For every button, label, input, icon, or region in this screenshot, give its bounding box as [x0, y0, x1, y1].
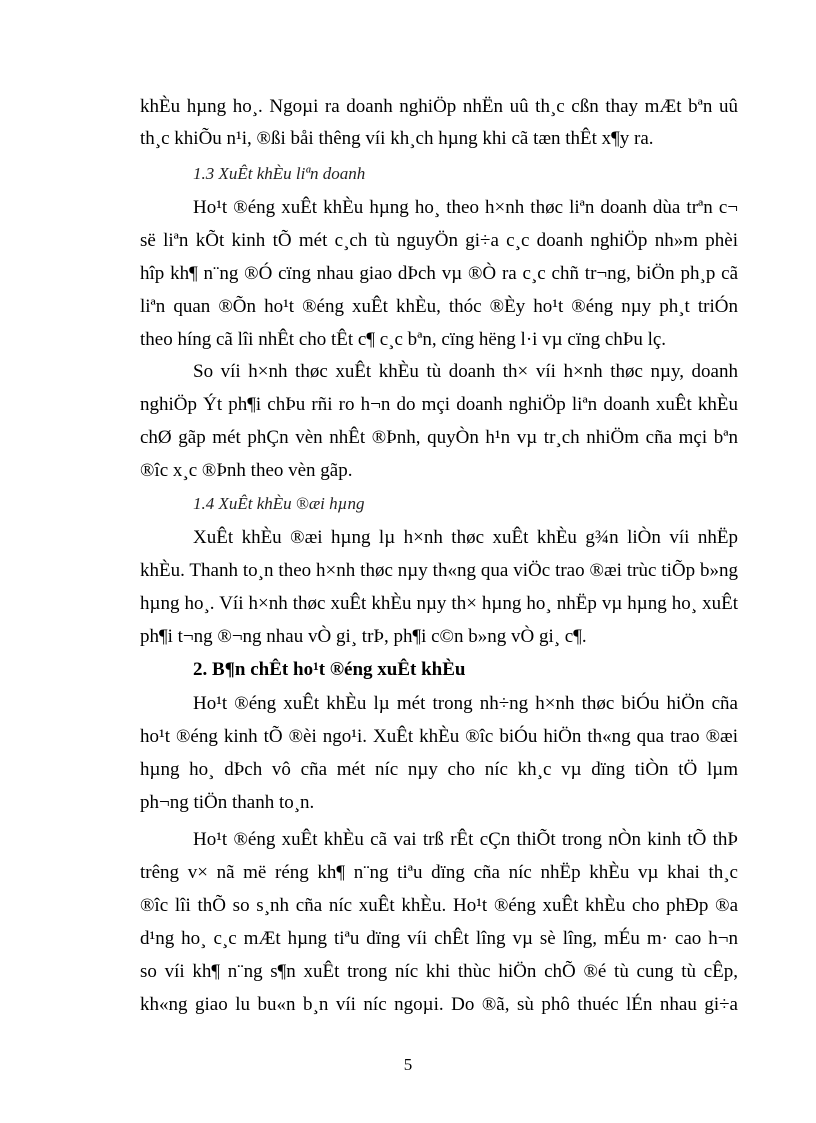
text-line: ®îc lîi thÕ so s¸nh cña níc xuÊt khÈu. Ho¹t ®éng xuÊt khÈu cho phÐp ®a [140, 895, 738, 916]
section-heading-1-3: 1.3 XuÊt khÈu liªn doanh [193, 164, 366, 183]
text-line: ®îc x¸c ®Þnh theo vèn gãp. [140, 460, 353, 481]
text-line: khÈu hµng ho¸. Ngoµi ra doanh nghiÖp nhËn uû th¸c cßn thay mÆt bªn uû [140, 96, 738, 117]
text-line: So víi h×nh thøc xuÊt khÈu tù doanh th× víi h×nh thøc nµy, doanh [193, 361, 738, 382]
text-line: d¹ng ho¸ c¸c mÆt hµng tiªu dïng víi chÊt lîng vµ sè lîng, mÉu m· cao h¬n [140, 928, 738, 949]
text-line: chØ gãp mét phÇn vèn nhÊt ®Þnh, quyÒn h¹n vµ tr¸ch nhiÖm cña mçi bªn [140, 427, 738, 448]
text-line: kh«ng giao lu bu«n b¸n víi níc ngoµi. Do ®ã, sù phô thuéc lÉn nhau gi÷a [140, 994, 738, 1015]
text-line: so víi kh¶ n¨ng s¶n xuÊt trong níc khi thùc hiÖn chÕ ®é tù cung tù cÊp, [140, 961, 738, 982]
text-line: nghiÖp Ýt ph¶i chÞu rñi ro h¬n do mçi doanh nghiÖp liªn doanh xuÊt khÈu [140, 394, 738, 415]
text-line: Ho¹t ®éng xuÊt khÈu hµng ho¸ theo h×nh thøc liªn doanh dùa trªn c¬ [193, 197, 738, 218]
page-number: 5 [403, 1055, 413, 1074]
text-line: ph¬ng tiÖn thanh to¸n. [140, 792, 315, 813]
text-line: theo híng cã lîi nhÊt cho tÊt c¶ c¸c bªn, cïng hëng l·i vµ cïng chÞu lç. [140, 329, 667, 350]
text-line: Ho¹t ®éng xuÊt khÈu lµ mét trong nh÷ng h×nh thøc biÓu hiÖn cña [193, 693, 738, 714]
text-line: hµng ho¸. Víi h×nh thøc xuÊt khÈu nµy th× hµng ho¸ nhËp vµ hµng ho¸ xuÊt [140, 593, 738, 614]
text-line: hµng ho¸ dÞch vô cña mét níc nµy cho níc kh¸c vµ dïng tiÒn tÖ lµm [140, 759, 738, 780]
section-heading-2: 2. B¶n chÊt ho¹t ®éng xuÊt khÈu [193, 659, 466, 680]
text-line: khÈu. Thanh to¸n theo h×nh thøc nµy th«ng qua viÖc trao ®æi trùc tiÕp b»ng [140, 560, 738, 581]
section-heading-1-4: 1.4 XuÊt khÈu ®æi hµng [193, 494, 365, 513]
text-line: ho¹t ®éng kinh tÕ ®èi ngo¹i. XuÊt khÈu ®îc biÓu hiÖn th«ng qua trao ®æi [140, 726, 738, 747]
text-line: ph¶i t¬ng ®¬ng nhau vÒ gi¸ trÞ, ph¶i c©n b»ng vÒ gi¸ c¶. [140, 626, 587, 647]
text-line: Ho¹t ®éng xuÊt khÈu cã vai trß rÊt cÇn thiÕt trong nÒn kinh tÕ thÞ [193, 829, 738, 850]
text-line: th¸c khiÕu n¹i, ®ßi båi thêng víi kh¸ch hµng khi cã tæn thÊt x¶y ra. [140, 128, 654, 149]
text-line: XuÊt khÈu ®æi hµng lµ h×nh thøc xuÊt khÈu g¾n liÒn víi nhËp [193, 527, 738, 548]
text-line: hîp kh¶ n¨ng ®Ó cïng nhau giao dÞch vµ ®Ò ra c¸c chñ tr¬ng, biÖn ph¸p cã [140, 263, 738, 284]
text-line: trêng v× nã më réng kh¶ n¨ng tiªu dïng cña níc nhËp khÈu vµ khai th¸c [140, 862, 738, 883]
text-line: së liªn kÕt kinh tÕ mét c¸ch tù nguyÖn gi÷a c¸c doanh nghiÖp nh»m phèi [140, 230, 738, 251]
text-line: liªn quan ®Õn ho¹t ®éng xuÊt khÈu, thóc ®Èy ho¹t ®éng nµy ph¸t triÓn [140, 296, 738, 317]
